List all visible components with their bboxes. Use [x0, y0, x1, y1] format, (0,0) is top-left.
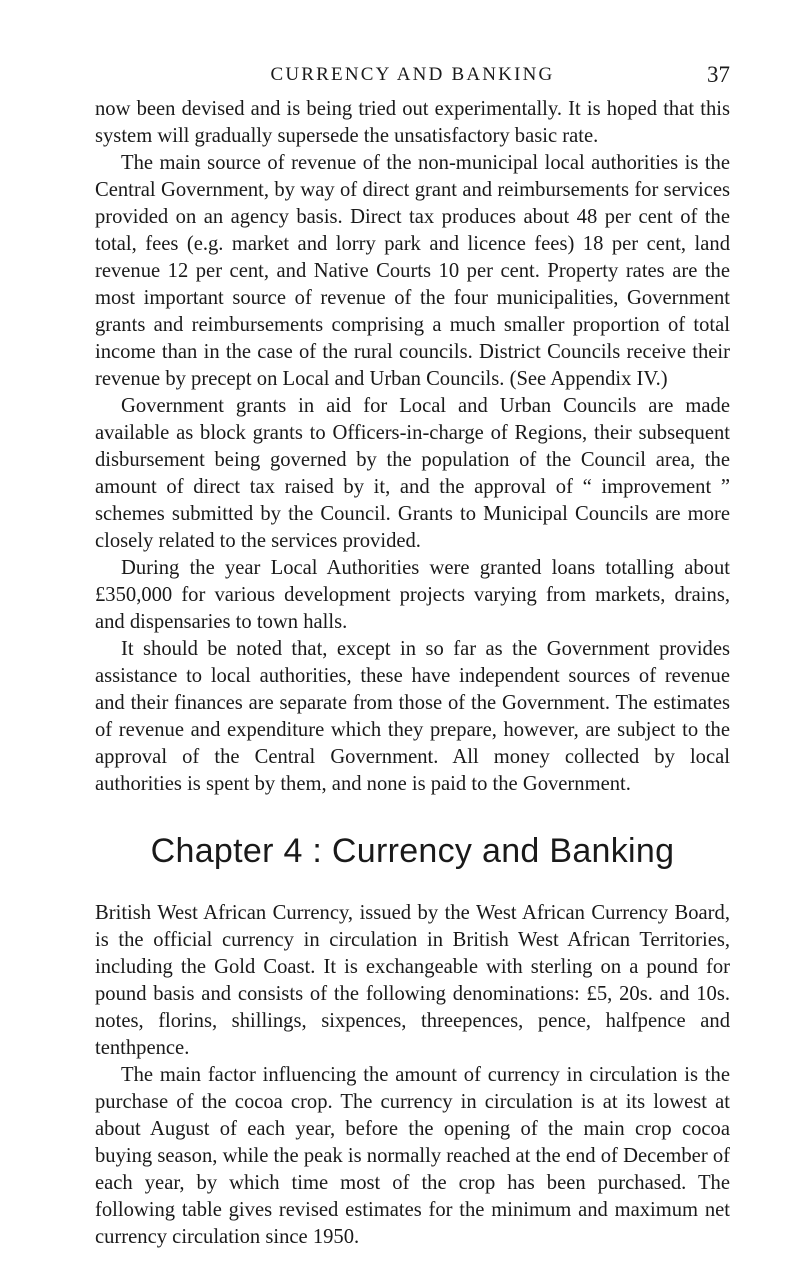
page-number: 37 [707, 62, 730, 87]
paragraph: The main factor influencing the amount of currency in circulation is the purchase of the cocoa crop. The currency in circulation is at its lowest at about August of each year, before the opening of the main crop cocoa buying season, while the peak is normally reached at the end of December of each year, by which time most of the crop has been purchased. The following table gives revised estimates for the minimum and maximum net currency circulation since 1950. [95, 1064, 730, 1248]
page-header [95, 62, 730, 90]
paragraph: British West African Currency, issued by the West African Currency Board, is the official currency in circulation in British West African Territories, including the Gold Coast. It is exchangeable with sterling on a pound for pound basis and consists of the following denominations: £5, 20s. and 10s. notes, florins, shillings, sixpences, threepences, pence, halfpence and tenthpence. [95, 902, 730, 1059]
paragraph: During the year Local Authorities were granted loans totalling about £350,000 for various development projects varying from markets, drains, and dispensaries to town halls. [95, 557, 730, 633]
running-head: CURRENCY AND BANKING [270, 64, 555, 85]
paragraph: The main source of revenue of the non-municipal local authorities is the Central Government, by way of direct grant and reimbursements for services provided on an agency basis. Direct tax produces about 48 per cent of the total, fees (e.g. market and lorry park and licence fees) 18 per cent, land revenue 12 per cent, and Native Courts 10 per cent. Property rates are the most important source of revenue of the four municipalities, Government grants and reimbursements comprising a much smaller proportion of total income than in the case of the rural councils. District Councils receive their revenue by precept on Local and Urban Councils. (See Appendix IV.) [95, 152, 730, 390]
paragraph: now been devised and is being tried out experimentally. It is hoped that this system will gradually supersede the unsatisfactory basic rate. [95, 98, 730, 147]
chapter-body [95, 900, 730, 1251]
paragraph: It should be noted that, except in so far as the Government provides assistance to local authorities, these have independent sources of revenue and their finances are separate from those of the Government. The estimates of revenue and expenditure which they prepare, however, are subject to the approval of the Central Government. All money collected by local authorities is spent by them, and none is paid to the Government. [95, 638, 730, 795]
chapter-heading: Chapter 4 : Currency and Banking [150, 832, 675, 870]
paragraph: Government grants in aid for Local and Urban Councils are made available as block grants to Officers-in-charge of Regions, their subsequent disbursement being governed by the population of the Council area, the amount of direct tax raised by it, and the approval of “ improvement ” schemes submitted by the Council. Grants to Municipal Councils are more closely related to the services provided. [95, 395, 730, 552]
body-text [95, 96, 730, 798]
